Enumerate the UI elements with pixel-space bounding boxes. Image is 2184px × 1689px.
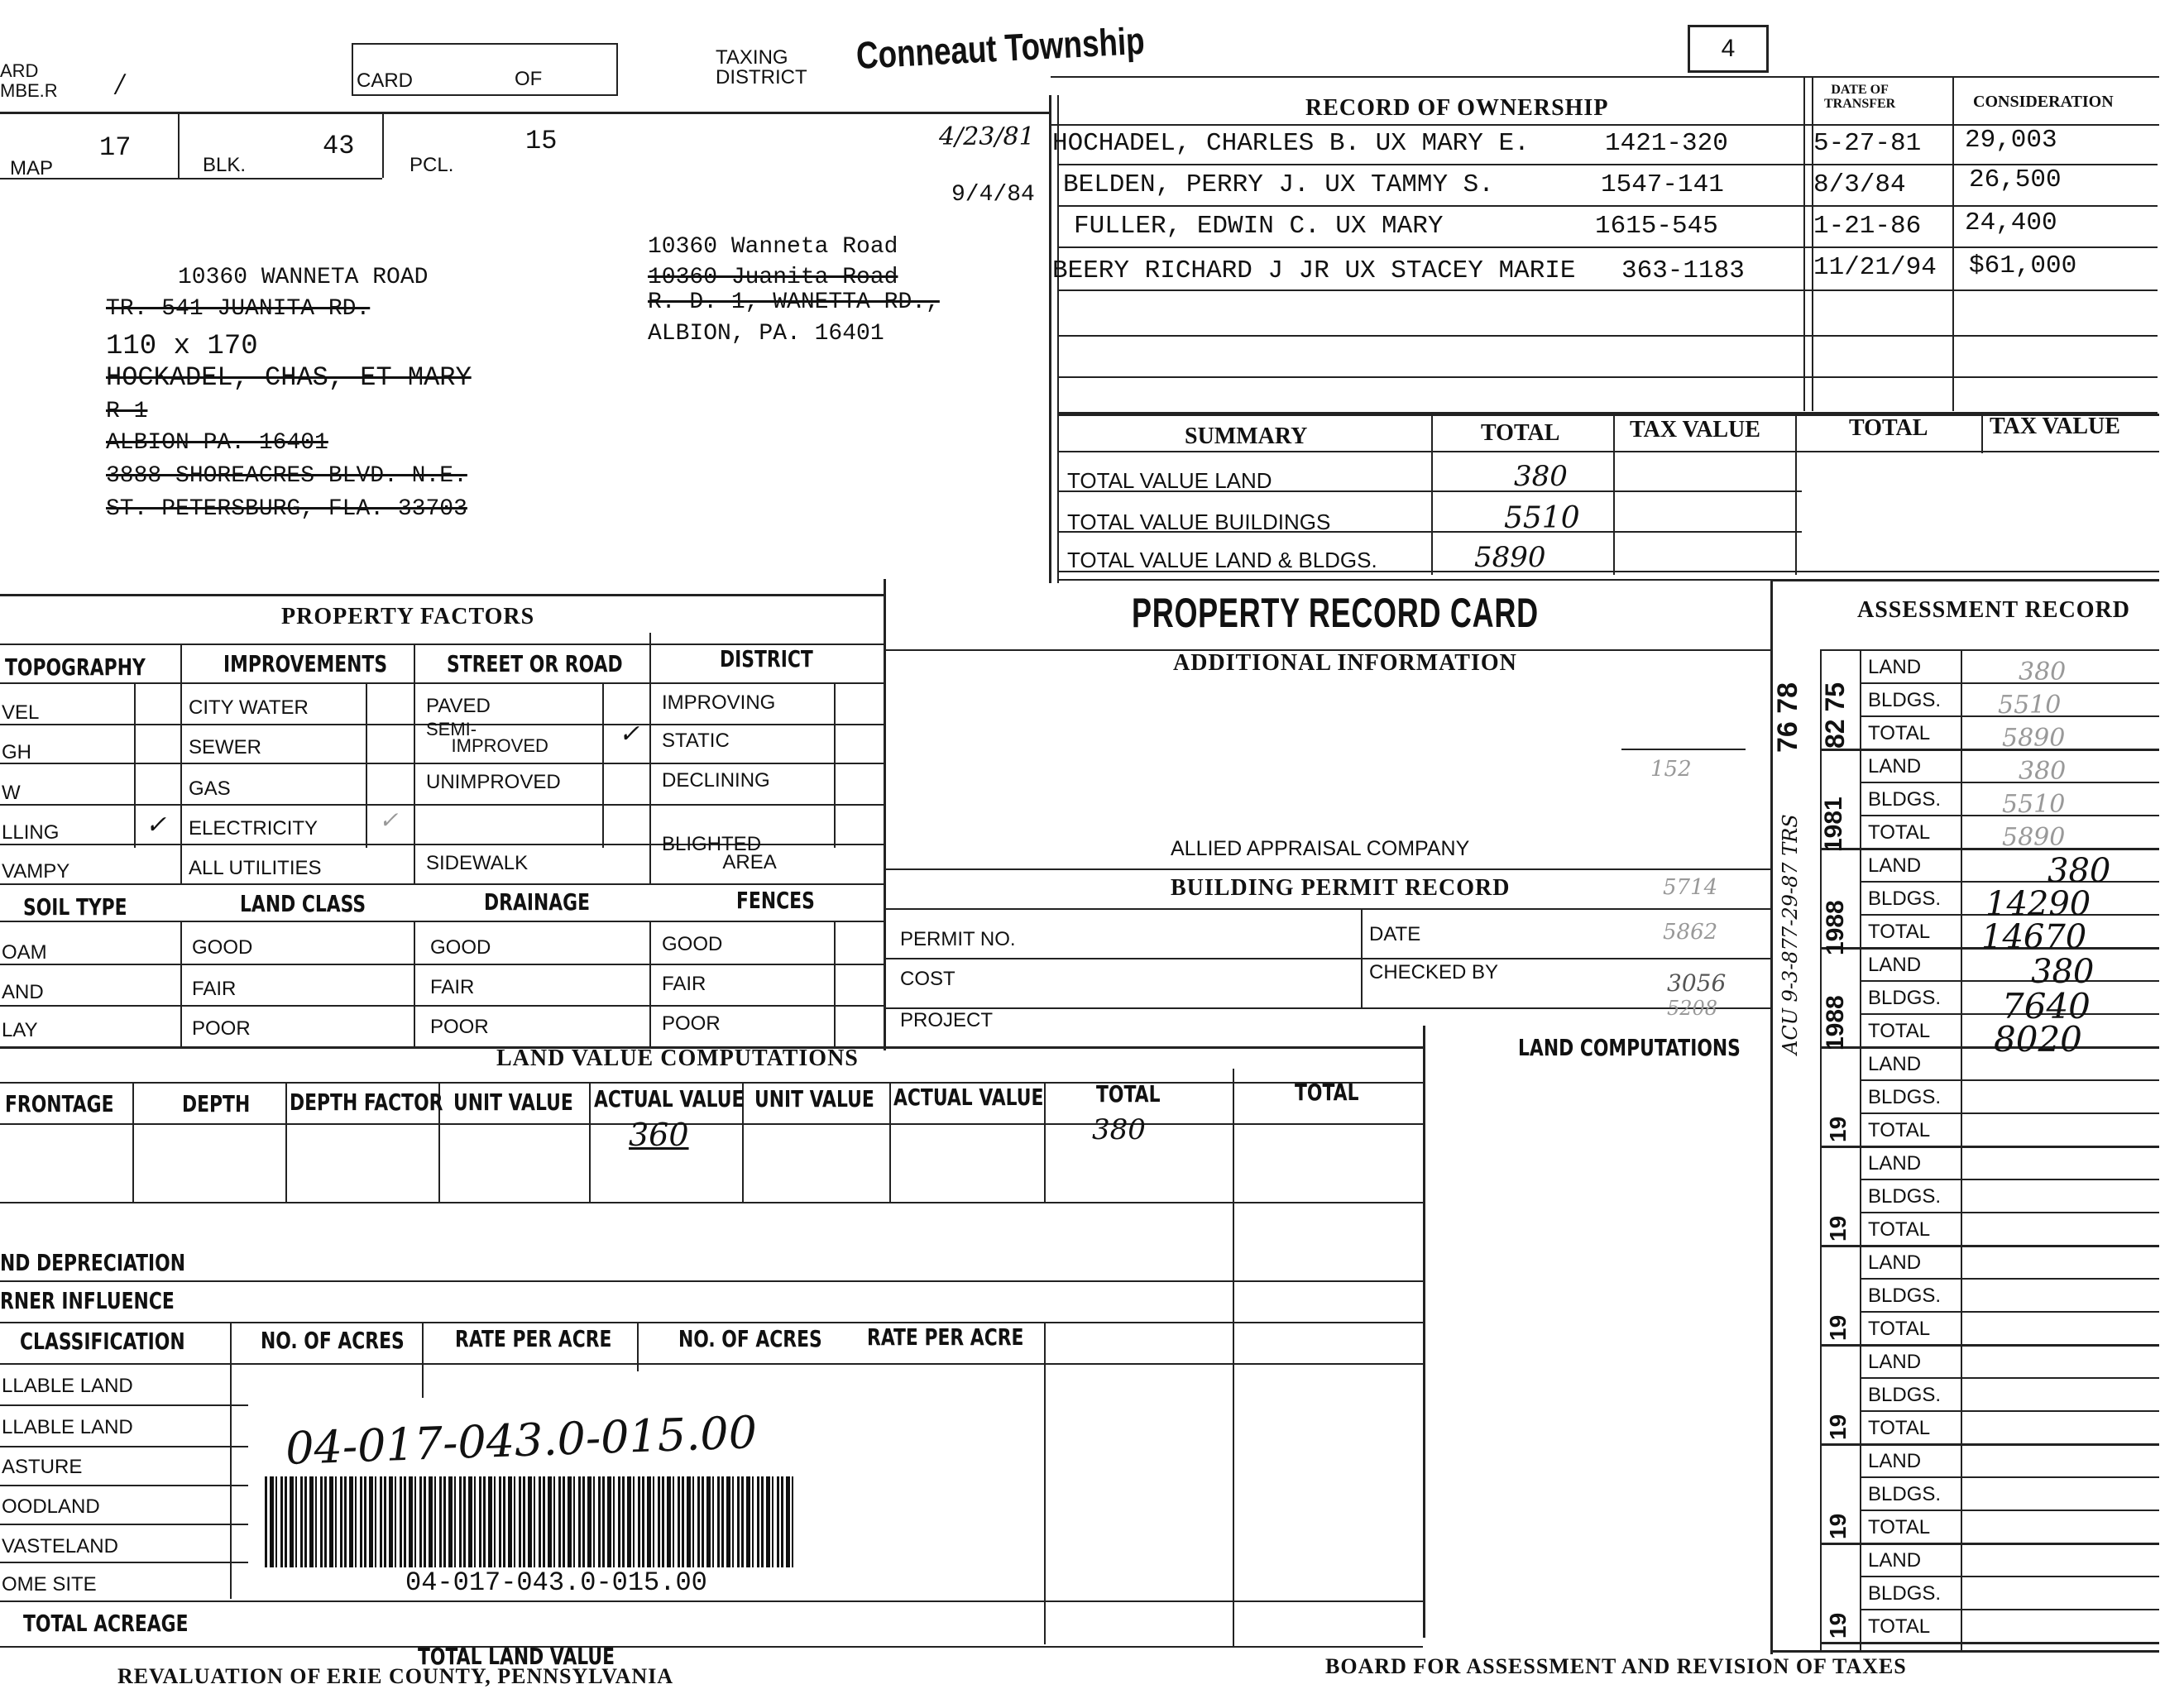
- building-permit-title: BUILDING PERMIT RECORD: [1171, 875, 1511, 901]
- property-record-card-title: PROPERTY RECORD CARD: [1132, 590, 1539, 636]
- address-left-2: 110 x 170: [106, 331, 258, 362]
- check-rolling: ✓: [146, 811, 167, 840]
- assessment-label-bldgs: BLDGS.: [1868, 1384, 1942, 1406]
- assessment-label-total: TOTAL: [1868, 1417, 1931, 1439]
- summary-col-tax: TAX VALUE: [1630, 417, 1760, 443]
- ownership-title: RECORD OF OWNERSHIP: [1305, 95, 1609, 121]
- assess-0-bldgs: 5510: [1998, 691, 2062, 720]
- owner-book-0: 1421-320: [1605, 129, 1728, 158]
- assess-1-land: 380: [2019, 757, 2067, 786]
- class-3: OODLAND: [2, 1495, 100, 1518]
- assess-year-1: 1981: [1820, 797, 1847, 852]
- owner-book-1: 1547-141: [1601, 170, 1724, 199]
- pf-header-drainage: DRAINAGE: [484, 888, 591, 916]
- assessment-label-total: TOTAL: [1868, 1318, 1931, 1340]
- assess-year-0: 76 78: [1772, 682, 1803, 753]
- assessment-label-bldgs: BLDGS.: [1868, 689, 1942, 711]
- fences-2: POOR: [662, 1012, 721, 1035]
- assess-2-bldgs: 14290: [1985, 885, 2091, 923]
- total-acreage: TOTAL ACREAGE: [23, 1610, 189, 1637]
- assessment-label-total: TOTAL: [1868, 1516, 1931, 1538]
- soil-1: AND: [2, 981, 44, 1003]
- land-value-title: LAND VALUE COMPUTATIONS: [496, 1045, 859, 1071]
- permit-date-label: DATE: [1369, 923, 1421, 945]
- topo-3: LLING: [2, 821, 60, 844]
- assess-1-total: 5890: [2002, 823, 2066, 852]
- assessment-label-land: LAND: [1868, 1450, 1922, 1472]
- address-left-0: 10360 WANNETA ROAD: [178, 265, 429, 290]
- assessment-label-total: TOTAL: [1868, 921, 1931, 943]
- class-header-rate-2: RATE PER ACRE: [867, 1323, 1024, 1351]
- class-0: LLABLE LAND: [2, 1375, 133, 1397]
- assessment-label-bldgs: BLDGS.: [1868, 1483, 1942, 1505]
- assess-3-land: 380: [2031, 953, 2095, 991]
- assessment-label-total: TOTAL: [1868, 722, 1931, 744]
- assessment-label-land: LAND: [1868, 1351, 1922, 1373]
- class-header-rate-1: RATE PER ACRE: [455, 1325, 612, 1352]
- soil-2: LAY: [2, 1019, 38, 1041]
- street-0: PAVED: [426, 695, 491, 717]
- date-handwritten: 4/23/81: [939, 122, 1035, 151]
- impr-4: ALL UTILITIES: [189, 857, 322, 879]
- faint-number-2: 5862: [1663, 920, 1718, 945]
- summary-total-land: 380: [1514, 460, 1568, 493]
- drainage-0: GOOD: [430, 936, 491, 959]
- land-class-2: POOR: [192, 1017, 251, 1040]
- allied-appraisal: ALLIED APPRAISAL COMPANY: [1171, 837, 1470, 860]
- pcl-label: PCL.: [410, 154, 454, 176]
- owner-consideration-3: $61,000: [1969, 251, 2077, 280]
- assessment-label-bldgs: BLDGS.: [1868, 1285, 1942, 1307]
- pcl-value: 15: [525, 126, 558, 156]
- owner-consideration-1: 26,500: [1969, 165, 2062, 194]
- land-depreciation: ND DEPRECIATION: [0, 1249, 186, 1276]
- pf-header-street: STREET OR ROAD: [447, 650, 623, 677]
- faint-number-3: 3056: [1667, 969, 1727, 997]
- fences-0: GOOD: [662, 933, 723, 955]
- blk-label: BLK.: [203, 154, 247, 176]
- card-box-number: 4: [1688, 25, 1769, 73]
- lv-header-depth-factor: DEPTH FACTOR: [290, 1089, 443, 1116]
- address-right-0: 10360 Wanneta Road: [648, 234, 898, 260]
- card-number-label: ARD MBE.R: [0, 60, 58, 101]
- assessment-label-land: LAND: [1868, 1053, 1922, 1075]
- address-left-1: TR. 541 JUANITA RD.: [106, 296, 371, 322]
- owner-date-2: 1-21-86: [1813, 212, 1922, 241]
- soil-0: OAM: [2, 941, 47, 964]
- pf-header-district: DISTRICT: [720, 645, 813, 672]
- assess-side-note-1: ACU 9-3-87: [1779, 938, 1802, 1055]
- owner-book-2: 1615-545: [1595, 212, 1718, 241]
- assess-3-total: 8020: [1994, 1019, 2082, 1060]
- impr-1: SEWER: [189, 736, 262, 758]
- taxing-district-value: Conneaut Township: [855, 18, 1146, 77]
- assessment-label-bldgs: BLDGS.: [1868, 1582, 1942, 1605]
- address-right-3: ALBION, PA. 16401: [648, 321, 884, 347]
- drainage-1: FAIR: [430, 976, 475, 998]
- assessment-label-bldgs: BLDGS.: [1868, 1185, 1942, 1208]
- class-5: OME SITE: [2, 1573, 97, 1596]
- address-left-5: ALBION PA. 16401: [106, 430, 328, 456]
- street-1: SEMI- IMPROVED: [426, 719, 548, 756]
- class-header-acres-2: NO. OF ACRES: [678, 1325, 822, 1352]
- permit-project-label: PROJECT: [900, 1009, 994, 1031]
- owner-date-0: 5-27-81: [1813, 129, 1922, 158]
- assessment-year-prefix: 19: [1825, 1414, 1851, 1440]
- total-land-value: TOTAL LAND VALUE: [418, 1643, 615, 1670]
- assessment-label-land: LAND: [1868, 1152, 1922, 1175]
- lv-actual-value: 360: [629, 1117, 689, 1153]
- lv-header-actual-value-1: ACTUAL VALUE: [594, 1085, 745, 1112]
- pf-header-fences: FENCES: [736, 887, 815, 914]
- summary-title: SUMMARY: [1185, 423, 1308, 449]
- class-2: ASTURE: [2, 1456, 83, 1478]
- barcode: [265, 1476, 794, 1567]
- faint-number-4: 5208: [1667, 997, 1718, 1020]
- lv-header-actual-value-2: ACTUAL VALUE: [893, 1084, 1044, 1111]
- corner-influence: RNER INFLUENCE: [0, 1287, 175, 1314]
- lv-header-frontage: FRONTAGE: [5, 1090, 114, 1117]
- district-2: DECLINING: [662, 769, 770, 792]
- footer-left: REVALUATION OF ERIE COUNTY, PENNSYLVANIA: [117, 1664, 674, 1688]
- land-computations-label: LAND COMPUTATIONS: [1518, 1034, 1741, 1061]
- impr-3: ELECTRICITY: [189, 817, 318, 840]
- assessment-label-bldgs: BLDGS.: [1868, 1086, 1942, 1108]
- address-right-1: 10360 Juanita Road: [648, 265, 898, 290]
- assess-2-total: 14670: [1981, 918, 2087, 956]
- owner-row-0: HOCHADEL, CHARLES B. UX MARY E.: [1052, 129, 1530, 158]
- impr-2: GAS: [189, 778, 231, 800]
- owner-book-3: 363-1183: [1621, 256, 1745, 285]
- date-typed: 9/4/84: [951, 182, 1035, 208]
- class-1: LLABLE LAND: [2, 1416, 133, 1438]
- card-of-box: [352, 43, 618, 96]
- assess-year-3: 1988: [1822, 995, 1849, 1050]
- assessment-label-land: LAND: [1868, 1549, 1922, 1572]
- assessment-label-total: TOTAL: [1868, 1615, 1931, 1638]
- assessment-label-land: LAND: [1868, 1251, 1922, 1274]
- assess-0-land: 380: [2019, 658, 2067, 687]
- of-label: OF: [515, 68, 543, 90]
- summary-total-land-bldgs: 5890: [1474, 541, 1546, 574]
- address-left-7: ST. PETERSBURG, FLA. 33703: [106, 496, 467, 522]
- permit-checked-by-label: CHECKED BY: [1369, 961, 1499, 983]
- assess-1-bldgs: 5510: [2002, 790, 2066, 819]
- assessment-label-bldgs: BLDGS.: [1868, 788, 1942, 811]
- lv-total: 380: [1092, 1113, 1146, 1146]
- blk-value: 43: [323, 131, 355, 161]
- assess-year-0b: 82 75: [1820, 682, 1850, 749]
- owner-row-2: FULLER, EDWIN C. UX MARY: [1074, 212, 1444, 241]
- lv-header-depth: DEPTH: [182, 1090, 251, 1117]
- assessment-label-land: LAND: [1868, 954, 1922, 976]
- taxing-district-label: TAXING DISTRICT: [716, 46, 807, 89]
- assessment-label-bldgs: BLDGS.: [1868, 987, 1942, 1009]
- assessment-year-prefix: 19: [1825, 1612, 1851, 1639]
- summary-label-land-bldgs: TOTAL VALUE LAND & BLDGS.: [1067, 548, 1377, 572]
- assess-3-bldgs: 7640: [2002, 986, 2091, 1026]
- summary-total-bldgs: 5510: [1504, 501, 1580, 535]
- lv-header-unit-value-2: UNIT VALUE: [754, 1085, 874, 1112]
- check-electricity: ✓: [379, 806, 399, 834]
- card-number-value: /: [116, 69, 125, 98]
- summary-col-total: TOTAL: [1481, 420, 1560, 446]
- pf-header-land-class: LAND CLASS: [240, 890, 366, 917]
- lv-header-total-2: TOTAL: [1295, 1079, 1359, 1106]
- owner-consideration-2: 24,400: [1965, 208, 2057, 237]
- pf-header-soil: SOIL TYPE: [23, 893, 127, 921]
- summary-label-land: TOTAL VALUE LAND: [1067, 468, 1272, 493]
- summary-label-bldgs: TOTAL VALUE BUILDINGS: [1067, 510, 1331, 534]
- assess-year-2: 1988: [1822, 900, 1849, 955]
- class-4: VASTELAND: [2, 1535, 118, 1557]
- owner-date-1: 8/3/84: [1813, 170, 1906, 199]
- footer-right: BOARD FOR ASSESSMENT AND REVISION OF TAXES: [1325, 1654, 1907, 1678]
- assessment-year-prefix: 19: [1825, 1215, 1851, 1242]
- district-4: BLIGHTED AREA: [662, 833, 777, 873]
- col-consideration: CONSIDERATION: [1973, 93, 2114, 111]
- street-2: UNIMPROVED: [426, 771, 561, 793]
- address-right-2: R. D. 1, WANETTA RD.,: [648, 289, 940, 315]
- owner-consideration-0: 29,003: [1965, 126, 2057, 155]
- fences-1: FAIR: [662, 973, 706, 995]
- assess-2-land: 380: [2048, 852, 2111, 890]
- class-header-acres-1: NO. OF ACRES: [261, 1327, 405, 1354]
- assessment-year-prefix: 19: [1825, 1513, 1851, 1539]
- check-semi-improved: ✓: [619, 720, 640, 749]
- map-value: 17: [99, 132, 132, 163]
- assessment-label-total: TOTAL: [1868, 1218, 1931, 1241]
- pf-header-topography: TOPOGRAPHY: [5, 653, 146, 681]
- assessment-label-land: LAND: [1868, 656, 1922, 678]
- parcel-printed: 04-017-043.0-015.00: [405, 1567, 707, 1598]
- topo-1: GH: [2, 741, 31, 763]
- assessment-year-prefix: 19: [1825, 1116, 1851, 1142]
- street-4: SIDEWALK: [426, 852, 529, 874]
- parcel-handwritten: 04-017-043.0-015.00: [285, 1406, 758, 1475]
- lv-header-unit-value-1: UNIT VALUE: [453, 1089, 573, 1116]
- drainage-2: POOR: [430, 1016, 489, 1038]
- property-factors-title: PROPERTY FACTORS: [281, 604, 535, 629]
- owner-row-1: BELDEN, PERRY J. UX TAMMY S.: [1063, 170, 1494, 199]
- address-left-4: R 1: [106, 399, 148, 424]
- owner-row-3: BEERY RICHARD J JR UX STACEY MARIE: [1052, 256, 1576, 285]
- assessment-label-total: TOTAL: [1868, 1119, 1931, 1141]
- address-left-6: 3888 SHOREACRES BLVD. N.E.: [106, 463, 467, 489]
- topo-0: VEL: [2, 701, 40, 724]
- land-class-1: FAIR: [192, 978, 237, 1000]
- faint-number-1: 5714: [1663, 875, 1718, 900]
- address-left-3: HOCKADEL, CHAS, ET MARY: [106, 362, 472, 393]
- assessment-label-total: TOTAL: [1868, 1020, 1931, 1042]
- faint-number-0: 152: [1650, 757, 1692, 782]
- assessment-title: ASSESSMENT RECORD: [1857, 597, 2131, 623]
- assessment-year-prefix: 19: [1825, 1314, 1851, 1341]
- lv-header-total-1: TOTAL: [1096, 1080, 1161, 1108]
- card-label: CARD: [357, 69, 414, 92]
- permit-no-label: PERMIT NO.: [900, 928, 1016, 950]
- class-header-classification: CLASSIFICATION: [20, 1328, 185, 1355]
- permit-cost-label: COST: [900, 968, 956, 990]
- topo-2: W: [2, 782, 21, 804]
- assess-side-note-0: 7-29-87 TRS: [1779, 814, 1802, 939]
- assessment-label-bldgs: BLDGS.: [1868, 888, 1942, 910]
- impr-0: CITY WATER: [189, 696, 309, 719]
- assessment-label-land: LAND: [1868, 755, 1922, 778]
- summary-col-tax-2: TAX VALUE: [1990, 414, 2120, 439]
- district-0: IMPROVING: [662, 691, 776, 714]
- land-class-0: GOOD: [192, 936, 253, 959]
- assessment-label-total: TOTAL: [1868, 821, 1931, 844]
- map-label: MAP: [10, 157, 54, 179]
- topo-4: VAMPY: [2, 860, 70, 883]
- district-1: STATIC: [662, 730, 730, 752]
- owner-date-3: 11/21/94: [1813, 253, 1937, 282]
- summary-col-total-2: TOTAL: [1849, 415, 1928, 441]
- additional-info-label: ADDITIONAL INFORMATION: [1173, 650, 1517, 676]
- col-date-transfer: DATE OF TRANSFER: [1824, 83, 1896, 111]
- pf-header-improvements: IMPROVEMENTS: [223, 650, 388, 677]
- assess-0-total: 5890: [2002, 724, 2066, 753]
- assessment-label-land: LAND: [1868, 854, 1922, 877]
